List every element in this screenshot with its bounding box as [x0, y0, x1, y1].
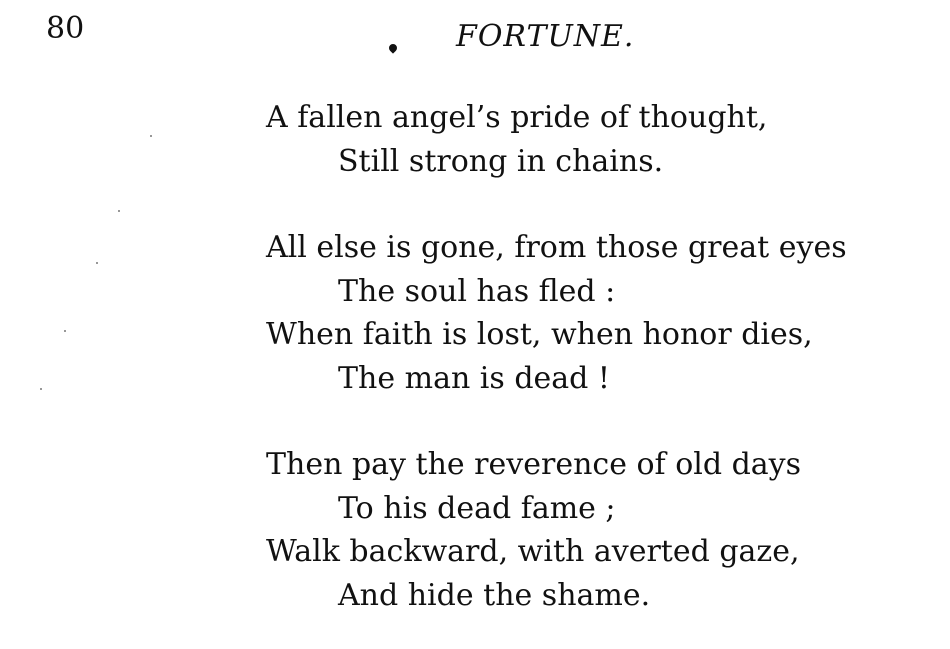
- poem-line: The man is dead !: [338, 360, 610, 396]
- stanza: [266, 96, 847, 183]
- stanza: [266, 443, 847, 617]
- poem-line: To his dead fame ;: [338, 490, 616, 526]
- stanza-break: [266, 183, 847, 226]
- speck: [40, 388, 42, 390]
- poem-line: The soul has fled :: [338, 273, 616, 309]
- poem: [266, 96, 847, 617]
- speck: [150, 135, 152, 137]
- header-ornament: [387, 42, 398, 53]
- poem-line: When faith is lost, when honor dies,: [266, 317, 813, 352]
- poem-line: All else is gone, from those great eyes: [266, 230, 847, 265]
- poem-line: Still strong in chains.: [338, 143, 664, 179]
- poem-line: A fallen angel’s pride of thought,: [266, 100, 768, 135]
- poem-line: Walk backward, with averted gaze,: [266, 534, 800, 569]
- poem-line: Then pay the reverence of old days: [266, 447, 802, 482]
- speck: [118, 210, 120, 212]
- poem-line: And hide the shame.: [338, 577, 651, 613]
- speck: [64, 330, 66, 332]
- speck: [96, 262, 98, 264]
- page-number: 80: [46, 11, 85, 46]
- running-title: FORTUNE.: [456, 19, 635, 54]
- stanza: [266, 226, 847, 400]
- stanza-break: [266, 400, 847, 443]
